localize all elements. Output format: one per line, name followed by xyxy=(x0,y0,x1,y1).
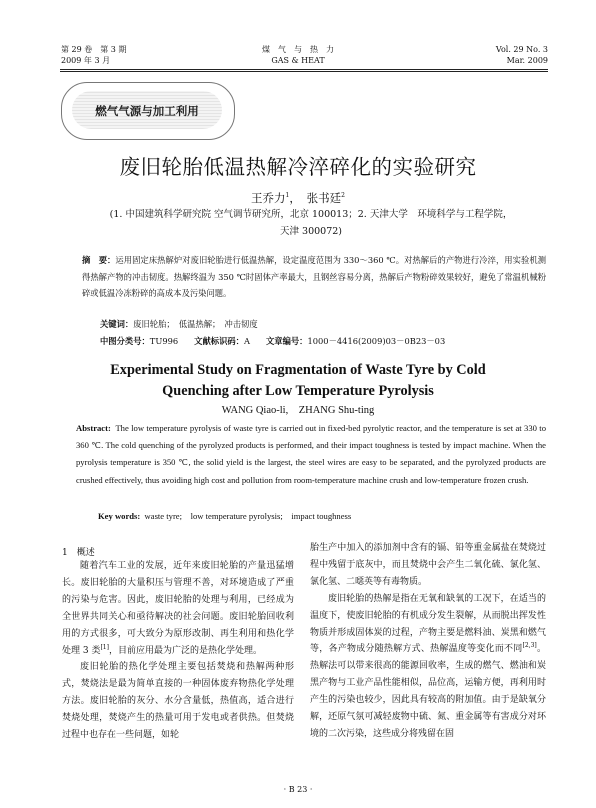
header-rule xyxy=(60,69,548,70)
keywords-label-en: Key words: xyxy=(98,511,141,521)
title-en-line-2: Quenching after Low Temperature Pyrolysis xyxy=(162,383,434,399)
keywords-en xyxy=(98,510,351,522)
affiliations-cn xyxy=(76,206,546,240)
body-column-right xyxy=(310,540,546,743)
date-en: Mar. 2009 xyxy=(506,56,548,65)
author-1-affil-mark: 1 xyxy=(285,192,290,200)
article-no-label: 文章编号： xyxy=(265,336,308,346)
paragraph: 废旧轮胎的热解是指在无氧和缺氧的工况下，在适当的温度下，使废旧轮胎的有机成分发生裂解，从而脱出挥发性物质并形成固体炭的过程，产物主要是燃料油、炭黑和燃气等，各产物成分随热解方式、热解温度等变化而不同[2,3]。热解法可以带来很高的能源回收率，生成的燃气、燃油和炭黑产物与工业产品性能相似，品位高，运输方便，再利用时产生的污染也较少，因此具有较高的附加值。由于是缺氧分解，还原气氛可减轻废物中硫、氮、重金属等有害成分对环境的二次污染，这些成分将残留在固 xyxy=(310,593,546,739)
volume-issue-cn: 第 29 卷 第 3 期 xyxy=(61,45,127,54)
page-number: · B 23 · xyxy=(283,785,313,794)
author-2-affil-mark: 2 xyxy=(341,192,345,200)
abstract-label-en: Abstract: xyxy=(76,423,111,433)
abstract-en xyxy=(76,420,546,489)
abstract-cn xyxy=(82,252,546,302)
citation: [1] xyxy=(100,643,109,651)
citation: [2,3] xyxy=(522,642,537,650)
keywords-text-en: waste tyre; low temperature pyrolysis; impact toughness xyxy=(144,511,352,521)
body-column-left xyxy=(62,558,294,744)
clc-value: TU996 xyxy=(149,336,179,346)
abstract-text-en: The low temperature pyrolysis of waste tyre is carried out in fixed-bed pyrolytic reactor, and the temperature is set at 330 to 360 ℃. The cold quenching of the pyrolyzed products is performed, and their impact toughness is tested by impact machine. When the pyrolysis temperature is 350 ℃, the solid yield is the largest, the steel wires are easy to be separated, and the pyrolyzed products are crushed effectively, thus avoiding high cost and pollution from room-temperature machine crush and low-temperature frozen crush. xyxy=(76,423,546,485)
classification-line xyxy=(100,335,445,347)
category-badge-fill xyxy=(72,91,222,129)
journal-name-cn: 煤 气 与 热 力 xyxy=(262,45,334,54)
keywords-cn xyxy=(100,318,258,330)
category-label: 燃气气源与加工利用 xyxy=(95,104,199,118)
journal-volume-issue-en xyxy=(496,44,548,66)
date-cn: 2009 年 3 月 xyxy=(61,56,111,65)
keywords-label-cn: 关键词： xyxy=(100,319,134,329)
affiliation-line-2: 天津 300072) xyxy=(280,226,342,237)
volume-issue-en: Vol. 29 No. 3 xyxy=(495,45,548,54)
abstract-label-cn: 摘 要： xyxy=(82,255,116,265)
doc-code-label: 文献标识码： xyxy=(194,336,244,346)
keywords-text-cn: 废旧轮胎； 低温热解； 冲击韧度 xyxy=(133,319,258,329)
paragraph: 胎生产中加入的添加剂中含有的镉、铅等重金属盐在焚烧过程中残留于底灰中，而且焚烧中会产生二氧化硫、氯化氢、氯化氢、二噁英等有毒物质。 xyxy=(310,543,546,587)
category-badge xyxy=(61,82,235,140)
author-2-cn: ， 张书廷 xyxy=(289,191,342,205)
paragraph: 废旧轮胎的热化学处理主要包括焚烧和热解两种形式，焚烧法是最为简单直接的一种固体废弃物热化学处理方法。废旧轮胎的灰分、水分含量低，热值高，适合进行焚烧处理，焚烧产生的热量可用于发电或者供热。但焚烧过程中也存在一些问题，如轮 xyxy=(62,662,294,741)
affiliation-line-1: (1. 中国建筑科学研究院 空气调节研究所，北京 100013；2. 天津大学 环境科学与工程学院， xyxy=(109,209,513,220)
section-heading: 1 概述 xyxy=(62,548,95,558)
paper-title-cn: 废旧轮胎低温热解冷淬碎化的实验研究 xyxy=(119,155,477,179)
header-rule-thin xyxy=(60,71,548,72)
paragraph: 随着汽车工业的发展，近年来废旧轮胎的产量迅猛增长。废旧轮胎的大量积压与管理不善，对环境造成了严重的污染与危害。因此，废旧轮胎的处理与利用，已经成为全世界共同关心和亟待解决的社会问题。废旧轮胎回收利用的方式很多，可大致分为原形改制、再生利用和热化学处理 3 类[1]，目前应用最为广泛的是热化学处理。 xyxy=(62,561,294,656)
doc-code-value: A xyxy=(243,336,250,346)
paper-title-en xyxy=(0,360,596,402)
article-no-value: 1000－4416(2009)03－0B23－03 xyxy=(307,336,446,346)
clc-label: 中图分类号： xyxy=(100,336,150,346)
abstract-text-cn: 运用固定床热解炉对废旧轮胎进行低温热解，设定温度范围为 330～360 ℃。对热解后的产物进行冷淬，用实验机测得热解产物的冲击韧度。热解终温为 350 ℃时固体产率最大，且钢丝容易分离，热解后产物粉碎效果较好，避免了常温机械粉碎或低温冷冻粉碎的高成本及污染问题。 xyxy=(82,255,546,298)
authors-cn xyxy=(0,190,596,206)
journal-name-en: GAS & HEAT xyxy=(271,56,325,65)
author-1-cn: 王乔力 xyxy=(251,191,286,205)
authors-en: WANG Qiao-li, ZHANG Shu-ting xyxy=(221,405,375,416)
title-en-line-1: Experimental Study on Fragmentation of Waste Tyre by Cold xyxy=(110,362,486,378)
